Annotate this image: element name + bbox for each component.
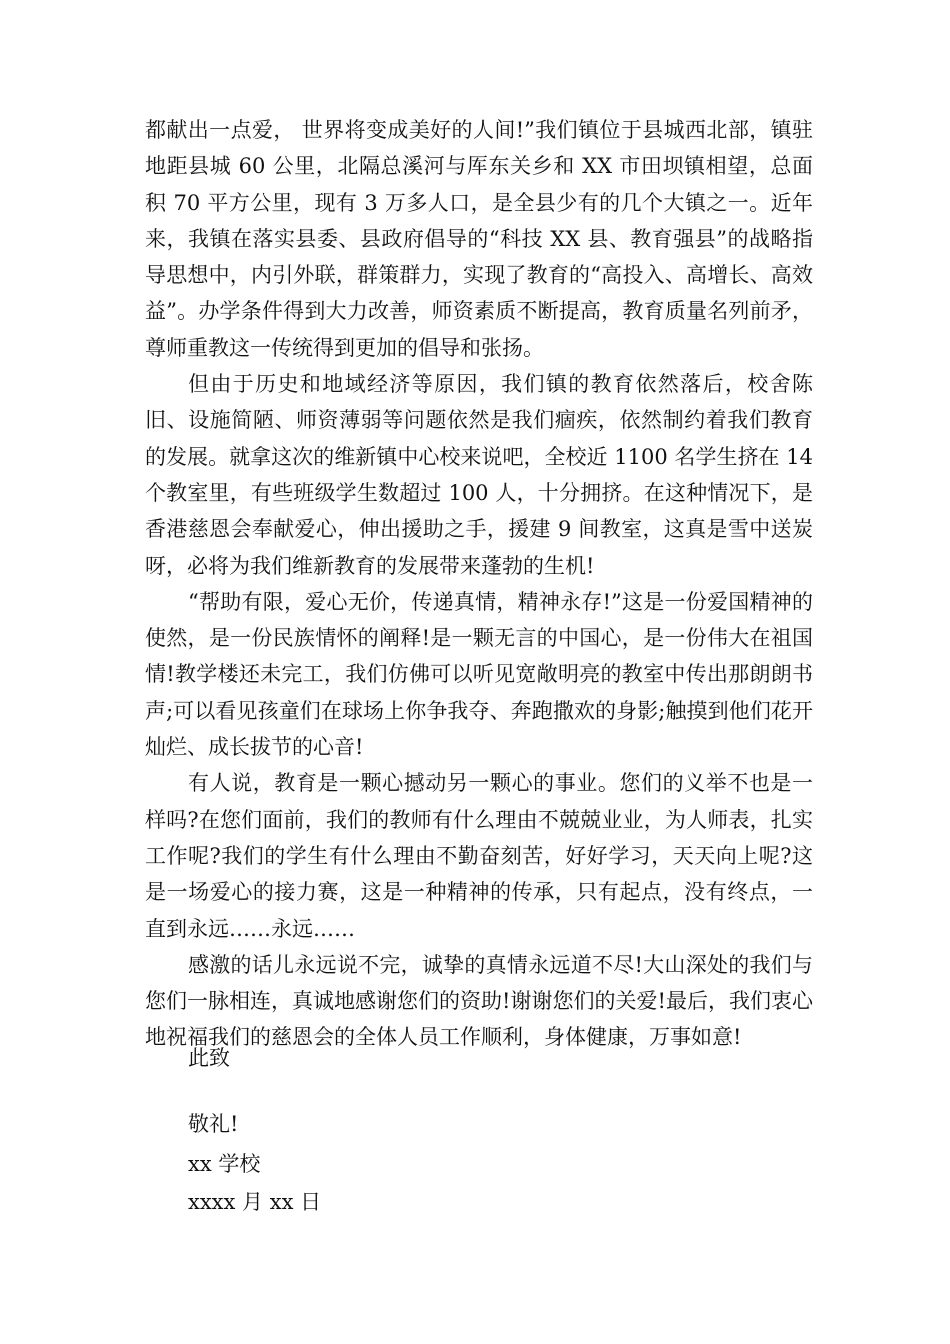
body-paragraph: “帮助有限，爱心无价，传递真情，精神永存!”这是一份爱国精神的使然，是一份民族情怀的阐释!是一颗无言的中国心，是一份伟大在祖国情!教学楼还未完工，我们仿佛可以听见宽敞明亮的教室中传出那朗朗书声;可以看见孩童们在球场上你争我夺、奔跑撒欢的身影;触摸到他们花开灿烂、成长拔节的心音! — [145, 589, 813, 760]
closing-regards: 敬礼! — [188, 1112, 239, 1136]
body-paragraph: 都献出一点爱， 世界将变成美好的人间!”我们镇位于县城西北部，镇驻地距县城 60 公里，北隔总溪河与厍东关乡和 XX 市田坝镇相望，总面积 70 平方公里，现有 3 万多人口，是全县少有的几个大镇之一。近年来，我镇在落实县委、县政府倡导的“科技 XX 县、教育强县”的战略指导思想中，内引外联，群策群力，实现了教育的“高投入、高增长、高效益”。办学条件得到大力改善，师资素质不断提高，教育质量名列前矛，尊师重教这一传统得到更加的倡导和张扬。 — [145, 118, 813, 360]
closing-salutation: 此致 — [188, 1046, 230, 1070]
signature: xx 学校 — [188, 1152, 261, 1176]
body-paragraph: 有人说，教育是一颗心撼动另一颗心的事业。您们的义举不也是一样吗?在您们面前，我们的教师有什么理由不兢兢业业，为人师表，扎实工作呢?我们的学生有什么理由不勤奋刻苦，好好学习，天天向上呢?这是一场爱心的接力赛，这是一种精神的传承，只有起点，没有终点，一直到永远……永远…… — [145, 771, 813, 941]
body-paragraph: 但由于历史和地域经济等原因，我们镇的教育依然落后，校舍陈旧、设施简陋、师资薄弱等问题依然是我们痼疾，依然制约着我们教育的发展。就拿这次的维新镇中心校来说吧，全校近 1100 名学生挤在 14 个教室里，有些班级学生数超过 100 人，十分拥挤。在这种情况下，是香港慈恩会奉献爱心，伸出援助之手，援建 9 间教室，这真是雪中送炭呀，必将为我们维新教育的发展带来蓬勃的生机! — [145, 372, 813, 578]
date-line: xxxx 月 xx 日 — [188, 1190, 322, 1214]
letter-body — [145, 112, 813, 1056]
body-paragraph: 感激的话儿永远说不完，诚挚的真情永远道不尽!大山深处的我们与您们一脉相连，真诚地感谢您们的资助!谢谢您们的关爱!最后，我们衷心地祝福我们的慈恩会的全体人员工作顺利，身体健康，万事如意! — [145, 952, 813, 1050]
